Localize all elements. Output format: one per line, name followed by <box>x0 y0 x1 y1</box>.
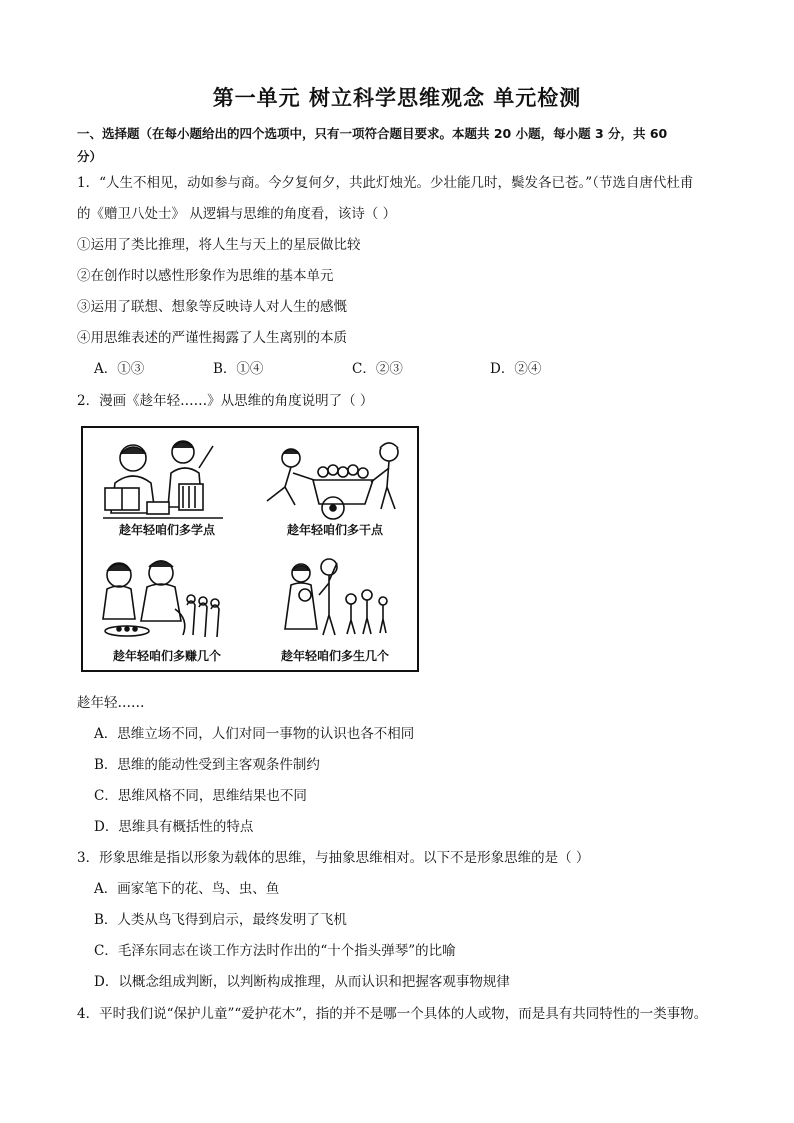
comic-caption-1: 趁年轻咱们多学点 <box>118 523 215 537</box>
q2-choice-c[interactable]: C．思维风格不同，思维结果也不同 <box>94 788 307 804</box>
q1-choice-c[interactable]: C．②③ <box>352 361 403 377</box>
q1-statement-2: ②在创作时以感性形象作为思维的基本单元 <box>77 268 334 284</box>
q1-choice-b[interactable]: B．①④ <box>213 361 264 377</box>
section-instructions-line2: 分） <box>77 149 103 164</box>
section-instructions-line1: 一、选择题（在每小题给出的四个选项中，只有一项符合题目要求。本题共 20 小题，每小题 3 分，共 60 <box>77 126 668 141</box>
q4-stem: 4．平时我们说“保护儿童”“爱护花木”，指的并不是哪一个具体的人或物，而是具有共同特性的一类事物。 <box>77 1006 708 1022</box>
q2-stem: 2．漫画《趁年轻……》从思维的角度说明了（ ） <box>77 393 374 409</box>
comic-caption-2: 趁年轻咱们多干点 <box>286 523 383 537</box>
comic-panel-work <box>251 428 419 548</box>
comic-caption-4: 趁年轻咱们多生几个 <box>280 649 389 663</box>
q1-statement-3: ③运用了联想、想象等反映诗人对人生的感慨 <box>77 299 347 315</box>
q1-choice-d[interactable]: D．②④ <box>490 361 542 377</box>
q1-statement-4: ④用思维表述的严谨性揭露了人生离别的本质 <box>77 330 347 346</box>
q3-choice-a[interactable]: A．画家笔下的花、鸟、虫、鱼 <box>94 881 280 897</box>
q1-statement-1: ①运用了类比推理，将人生与天上的星辰做比较 <box>77 237 361 253</box>
q1-choice-a[interactable]: A．①③ <box>94 361 145 377</box>
q3-choice-c[interactable]: C．毛泽东同志在谈工作方法时作出的“十个指头弹琴”的比喻 <box>94 943 456 959</box>
q3-choice-b[interactable]: B．人类从鸟飞得到启示，最终发明了飞机 <box>94 912 347 928</box>
comic-panel-family <box>251 549 419 669</box>
cartoon-figure <box>81 426 419 672</box>
q2-choice-d[interactable]: D．思维具有概括性的特点 <box>94 819 254 835</box>
section-header <box>77 122 727 168</box>
q2-below-caption: 趁年轻…… <box>77 695 145 711</box>
page-title: 第一单元 树立科学思维观念 单元检测 <box>212 86 582 110</box>
q3-stem: 3．形象思维是指以形象为载体的思维，与抽象思维相对。以下不是形象思维的是（ ） <box>77 850 590 866</box>
q1-stem-line2: 的《赠卫八处士》 从逻辑与思维的角度看，该诗（ ） <box>77 206 397 222</box>
q3-choice-d[interactable]: D．以概念组成判断，以判断构成推理，从而认识和把握客观事物规律 <box>94 974 510 990</box>
q1-stem-line1: 1．“人生不相见，动如参与商。今夕复何夕，共此灯烛光。少壮能几时，鬓发各已苍。”（节选自唐代杜甫 <box>77 175 694 191</box>
q2-choice-a[interactable]: A．思维立场不同，人们对同一事物的认识也各不相同 <box>94 726 415 742</box>
comic-panel-earn <box>83 549 251 669</box>
comic-caption-3: 趁年轻咱们多赚几个 <box>112 649 221 663</box>
comic-panel-study <box>83 428 251 548</box>
q2-choice-b[interactable]: B．思维的能动性受到主客观条件制约 <box>94 757 320 773</box>
